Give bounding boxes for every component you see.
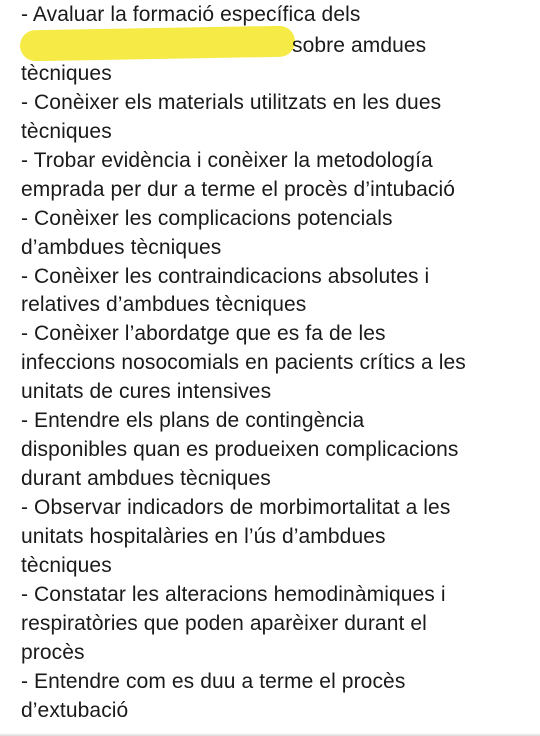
text-line: d’ambdues tècniques: [21, 236, 222, 259]
text-line: d’extubació: [21, 699, 129, 722]
text-line: unitats hospitalàries en l’ús d’ambdues: [21, 525, 386, 548]
text-line: - Conèixer els materials utilitzats en les dues: [21, 91, 442, 114]
text-line: - Observar indicadors de morbimortalitat a les: [21, 496, 451, 519]
text-line: - Conèixer l’abordatge que es fa de les: [21, 322, 386, 345]
text-line: - Conèixer les contraindicacions absolutes i: [21, 265, 430, 288]
text-line: emprada per dur a terme el procès d’intubació: [21, 178, 456, 201]
text-line: sobre amdues: [292, 34, 427, 57]
text-line: - Trobar evidència i conèixer la metodología: [21, 149, 433, 172]
text-line: tècniques: [21, 554, 112, 577]
text-line: - Conèixer les complicacions potencials: [21, 207, 393, 230]
text-line: disponibles quan es produeixen complicacions: [21, 438, 459, 461]
text-line: unitats de cures intensives: [21, 380, 272, 403]
text-line: - Entendre com es duu a terme el procès: [21, 670, 406, 693]
text-line: tècniques: [21, 120, 112, 143]
text-line: tècniques: [21, 62, 112, 85]
text-line: procès: [21, 641, 85, 664]
text-line: relatives d’ambdues tècniques: [21, 293, 307, 316]
text-line: infeccions nosocomials en pacients crítics a les: [21, 351, 466, 374]
text-line: respiratòries que poden aparèixer durant el: [21, 612, 427, 635]
text-line: - Entendre els plans de contingència: [21, 409, 365, 432]
text-line: - Constatar les alteracions hemodinàmiques i: [21, 583, 446, 606]
highlighter-redaction: [20, 26, 295, 62]
text-line: - Avaluar la formació específica dels: [21, 3, 361, 26]
text-line: durant ambdues tècniques: [21, 467, 271, 490]
